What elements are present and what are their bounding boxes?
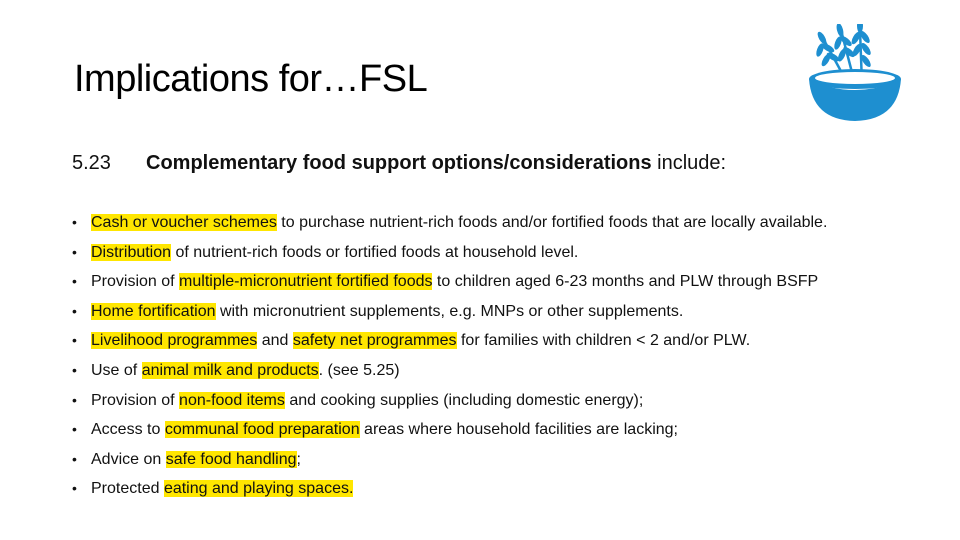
- section-number: 5.23: [72, 152, 111, 174]
- list-item: [72, 326, 952, 356]
- list-item: [72, 238, 952, 268]
- bullet-icon: •: [72, 332, 77, 349]
- bullet-icon: •: [72, 450, 77, 467]
- highlighted-text: Cash or voucher schemes: [91, 214, 277, 231]
- highlighted-text: Home fortification: [91, 302, 216, 320]
- section-subheading: [72, 152, 726, 175]
- highlighted-text: safe food handling: [165, 450, 297, 468]
- item-text: of nutrient-rich foods or fortified foods at household level.: [171, 243, 579, 261]
- list-item: [72, 356, 952, 386]
- bullet-icon: •: [72, 214, 77, 230]
- item-text: Use of: [91, 361, 142, 379]
- bullet-icon: •: [72, 243, 77, 260]
- item-text: Provision of: [91, 273, 180, 291]
- highlighted-text: eating and playing spaces.: [163, 480, 354, 498]
- bullet-icon: •: [72, 480, 77, 497]
- bullet-icon: •: [72, 302, 77, 319]
- item-text: ;: [296, 450, 301, 468]
- item-text: to children aged 6-23 months and PLW through BSFP: [432, 273, 819, 291]
- highlighted-text: animal milk and products: [141, 361, 319, 379]
- bullet-icon: •: [72, 391, 77, 408]
- bowl-with-wheat-icon: [800, 24, 930, 124]
- list-item: [72, 474, 952, 504]
- item-text: with micronutrient supplements, e.g. MNPs or other supplements.: [215, 302, 684, 320]
- highlighted-text: non-food items: [179, 391, 285, 409]
- item-text: . (see 5.25): [318, 361, 400, 379]
- item-text: Advice on: [91, 450, 166, 468]
- bullet-icon: •: [72, 421, 77, 438]
- item-text: for families with children < 2 and/or PLW.: [456, 332, 751, 350]
- highlighted-text: Livelihood programmes: [91, 332, 258, 350]
- list-item: [72, 415, 952, 445]
- item-text: and cooking supplies (including domestic energy);: [284, 391, 644, 409]
- subheading-bold-text: Complementary food support options/considerations: [146, 152, 652, 174]
- subheading-rest-text: include:: [651, 152, 727, 174]
- highlighted-text: safety net programmes: [292, 332, 457, 350]
- bullet-icon: •: [72, 273, 77, 290]
- highlighted-text: Distribution: [91, 243, 172, 261]
- item-text: Protected: [91, 480, 164, 498]
- item-text: to purchase nutrient-rich foods and/or fortified foods that are locally available.: [276, 214, 828, 231]
- highlighted-text: communal food preparation: [164, 421, 360, 439]
- item-text: Access to: [91, 421, 165, 439]
- bullet-icon: •: [72, 361, 77, 378]
- list-item: [72, 386, 952, 416]
- list-item: [72, 445, 952, 475]
- bullet-list: [72, 208, 952, 504]
- item-text: Provision of: [91, 391, 180, 409]
- slide-title: Implications for…FSL: [74, 58, 428, 100]
- list-item: [72, 267, 952, 297]
- item-text: and: [257, 332, 293, 350]
- list-item: [72, 208, 952, 238]
- list-item: [72, 297, 952, 327]
- highlighted-text: multiple-micronutrient fortified foods: [179, 273, 433, 291]
- item-text: areas where household facilities are lacking;: [359, 421, 678, 439]
